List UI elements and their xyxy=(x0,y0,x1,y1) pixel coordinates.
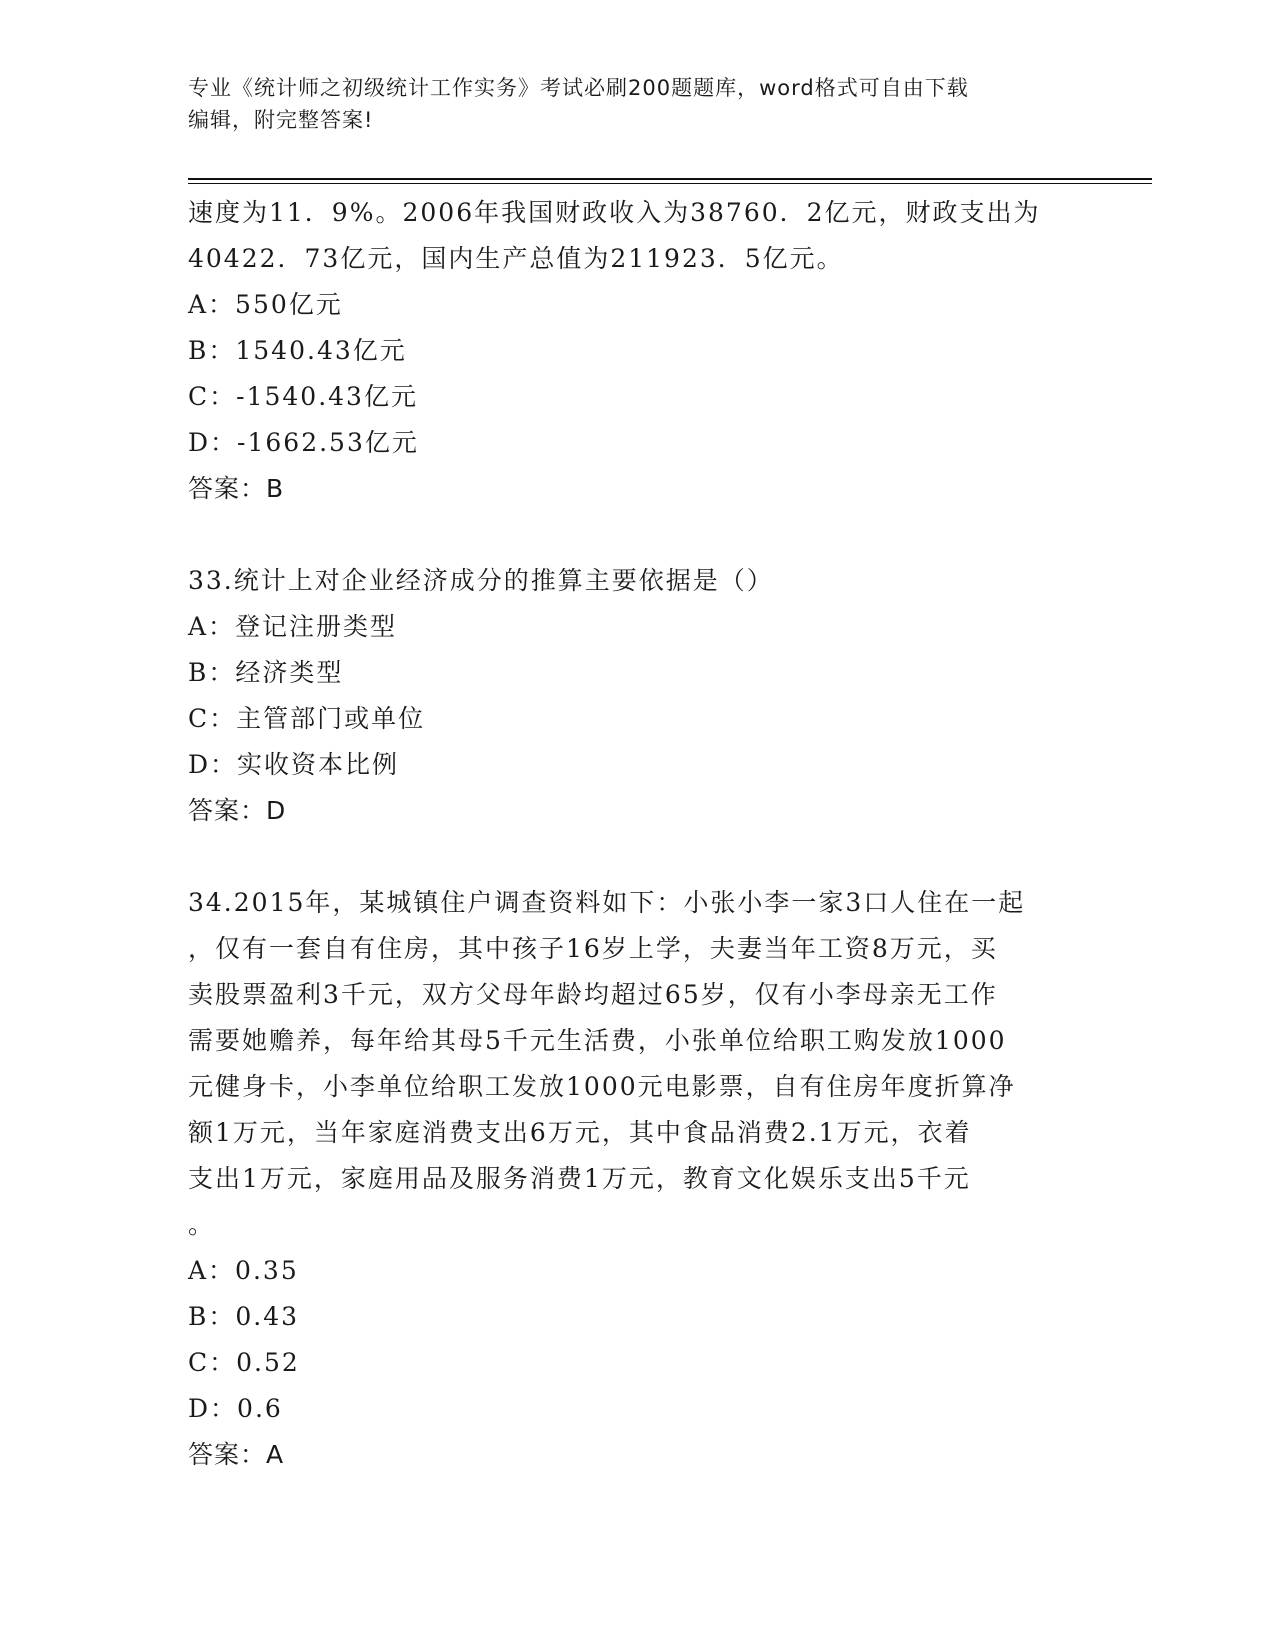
option-c: C：-1540.43亿元 xyxy=(188,382,418,411)
document-header xyxy=(188,72,1088,136)
question-text-line: 速度为11．9%。2006年我国财政收入为38760．2亿元，财政支出为 xyxy=(188,198,1041,227)
option-a: A：登记注册类型 xyxy=(188,612,398,641)
option-b: B：0.43 xyxy=(188,1302,300,1331)
question-text-line: 34.2015年，某城镇住户调查资料如下：小张小李一家3口人住在一起 xyxy=(188,888,1026,917)
question-text-line: ，仅有一套自有住房，其中孩子16岁上学，夫妻当年工资8万元，买 xyxy=(188,934,998,963)
question-text-line: 40422．73亿元，国内生产总值为211923．5亿元。 xyxy=(188,244,844,273)
question-content xyxy=(188,190,1088,1478)
question-34 xyxy=(188,880,1088,1478)
question-text-line: 额1万元，当年家庭消费支出6万元，其中食品消费2.1万元，衣着 xyxy=(188,1118,972,1147)
option-a: A：0.35 xyxy=(188,1256,299,1285)
question-text-line: 。 xyxy=(188,1210,216,1239)
question-text-line: 支出1万元，家庭用品及服务消费1万元，教育文化娱乐支出5千元 xyxy=(188,1164,971,1193)
answer-label: 答案：A xyxy=(188,1440,285,1469)
header-title-line-1: 专业《统计师之初级统计工作实务》考试必刷200题题库，word格式可自由下载 xyxy=(188,76,969,100)
question-33 xyxy=(188,558,1088,834)
header-divider-thick xyxy=(188,178,1152,180)
option-d: D：实收资本比例 xyxy=(188,750,400,779)
option-c: C：主管部门或单位 xyxy=(188,704,426,733)
question-text-line: 需要她赡养，每年给其母5千元生活费，小张单位给职工购发放1000 xyxy=(188,1026,1007,1055)
spacer xyxy=(188,512,1088,558)
option-b: B：1540.43亿元 xyxy=(188,336,407,365)
spacer xyxy=(188,834,1088,880)
question-text-line: 卖股票盈利3千元，双方父母年龄均超过65岁，仅有小李母亲无工作 xyxy=(188,980,998,1009)
option-a: A：550亿元 xyxy=(188,290,343,319)
answer-label: 答案：B xyxy=(188,474,285,503)
option-d: D：0.6 xyxy=(188,1394,283,1423)
option-c: C：0.52 xyxy=(188,1348,300,1377)
option-b: B：经济类型 xyxy=(188,658,344,687)
header-divider-thin xyxy=(188,183,1152,184)
header-title-line-2: 编辑，附完整答案! xyxy=(188,108,374,132)
option-d: D：-1662.53亿元 xyxy=(188,428,419,457)
question-text-line: 元健身卡，小李单位给职工发放1000元电影票，自有住房年度折算净 xyxy=(188,1072,1016,1101)
question-32 xyxy=(188,190,1088,512)
answer-label: 答案：D xyxy=(188,796,287,825)
question-text-line: 33.统计上对企业经济成分的推算主要依据是（） xyxy=(188,566,774,595)
